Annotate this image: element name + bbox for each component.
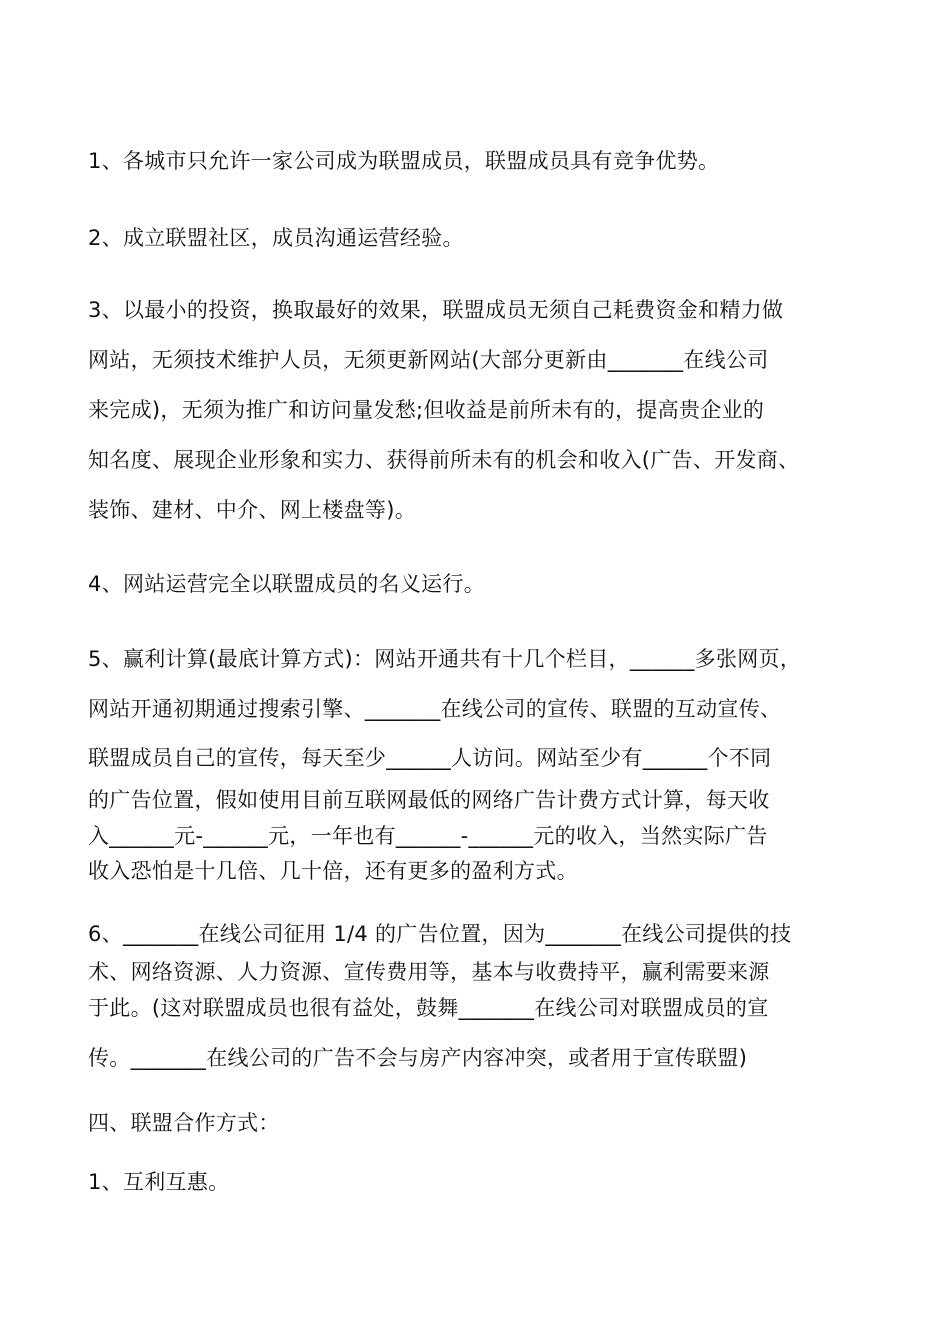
paragraph-6-line-4: 传。_______在线公司的广告不会与房产内容冲突，或者用于宣传联盟): [88, 1046, 748, 1070]
paragraph-3-line-5: 装饰、建材、中介、网上楼盘等)。: [88, 498, 416, 522]
paragraph-5-line-2: 网站开通初期通过搜索引擎、_______在线公司的宣传、联盟的互动宣传、: [88, 697, 782, 721]
paragraph-3-line-1: 3、以最小的投资，换取最好的效果，联盟成员无须自己耗费资金和精力做: [88, 298, 784, 322]
paragraph-5-line-1: 5、赢利计算(最底计算方式)：网站开通共有十几个栏目，______多张网页，: [88, 647, 802, 671]
paragraph-3-line-4: 知名度、展现企业形象和实力、获得前所未有的机会和收入(广告、开发商、: [88, 448, 800, 472]
paragraph-6-line-2: 术、网络资源、人力资源、宣传费用等，基本与收费持平，赢利需要来源: [88, 960, 770, 984]
paragraph-5-line-4: 的广告位置，假如使用目前互联网最低的网络广告计费方式计算，每天收: [88, 788, 770, 812]
paragraph-cooperation-1: 1、互利互惠。: [88, 1170, 230, 1194]
paragraph-2: 2、成立联盟社区，成员沟通运营经验。: [88, 226, 464, 250]
paragraph-1: 1、各城市只允许一家公司成为联盟成员，联盟成员具有竞争优势。: [88, 149, 720, 173]
paragraph-4: 4、网站运营完全以联盟成员的名义运行。: [88, 572, 486, 596]
section-heading-cooperation: 四、联盟合作方式：: [88, 1111, 280, 1135]
paragraph-6-line-1: 6、_______在线公司征用 1/4 的广告位置，因为_______在线公司提供的技: [88, 922, 792, 946]
paragraph-3-line-2: 网站，无须技术维护人员，无须更新网站(大部分更新由_______在线公司: [88, 348, 769, 372]
paragraph-3-line-3: 来完成)，无须为推广和访问量发愁;但收益是前所未有的，提高贵企业的: [88, 398, 765, 422]
paragraph-5-line-3: 联盟成员自己的宣传，每天至少______人访问。网站至少有______个不同: [88, 746, 772, 770]
paragraph-5-line-6: 收入恐怕是十几倍、几十倍，还有更多的盈利方式。: [88, 859, 578, 883]
paragraph-5-line-5: 入______元-______元，一年也有______-______元的收入，当然实际广告: [88, 824, 768, 848]
paragraph-6-line-3: 于此。(这对联盟成员也很有益处，鼓舞_______在线公司对联盟成员的宣: [88, 996, 769, 1020]
